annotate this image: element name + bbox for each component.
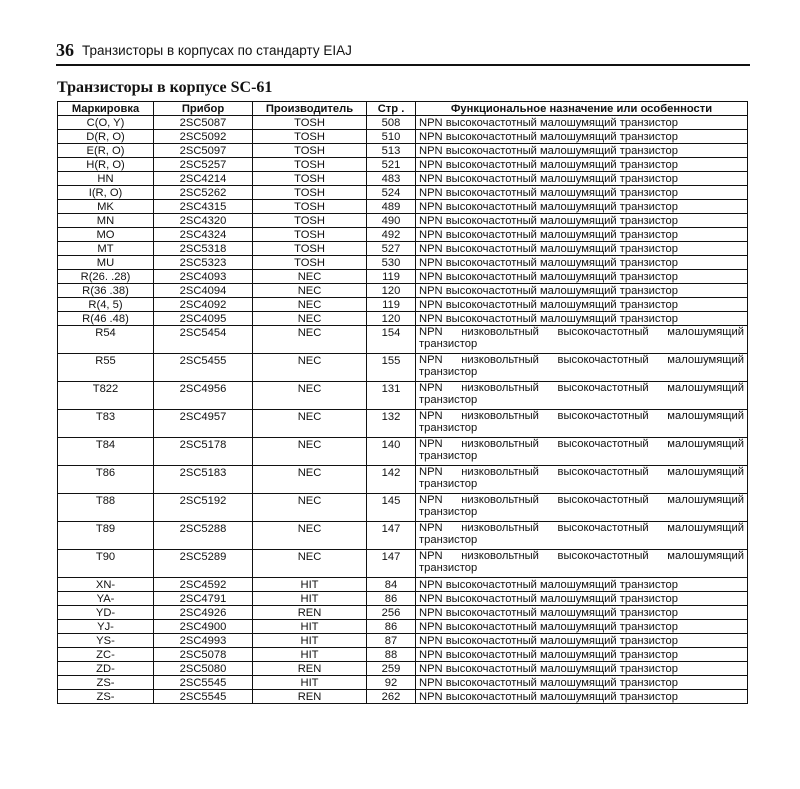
marking-cell: T90 — [58, 550, 154, 578]
table-row — [58, 466, 748, 494]
function-cell: NPN высокочастотный малошумящий транзистор — [416, 186, 748, 200]
marking-cell: C(O, Y) — [58, 116, 154, 130]
function-cell: NPN низковольтный высокочастотный малошумящий транзистор — [416, 438, 748, 466]
marking-cell: ZC- — [58, 648, 154, 662]
table-row — [58, 298, 748, 312]
manufacturer-cell: NEC — [253, 270, 367, 284]
device-cell: 2SC4900 — [154, 620, 253, 634]
marking-cell: MU — [58, 256, 154, 270]
manufacturer-cell: TOSH — [253, 172, 367, 186]
function-cell: NPN высокочастотный малошумящий транзистор — [416, 298, 748, 312]
function-cell: NPN высокочастотный малошумящий транзистор — [416, 228, 748, 242]
manufacturer-cell: REN — [253, 662, 367, 676]
page-cell: 131 — [367, 382, 416, 410]
table-row — [58, 130, 748, 144]
marking-cell: R55 — [58, 354, 154, 382]
marking-cell: XN- — [58, 578, 154, 592]
page-cell: 87 — [367, 634, 416, 648]
page-cell: 119 — [367, 298, 416, 312]
device-cell: 2SC5178 — [154, 438, 253, 466]
function-cell: NPN высокочастотный малошумящий транзистор — [416, 284, 748, 298]
page-cell: 492 — [367, 228, 416, 242]
manufacturer-cell: NEC — [253, 326, 367, 354]
manufacturer-cell: TOSH — [253, 158, 367, 172]
table-row — [58, 522, 748, 550]
function-cell: NPN высокочастотный малошумящий транзистор — [416, 242, 748, 256]
device-cell: 2SC5257 — [154, 158, 253, 172]
table-row — [58, 676, 748, 690]
device-cell: 2SC5323 — [154, 256, 253, 270]
device-cell: 2SC4324 — [154, 228, 253, 242]
marking-cell: MT — [58, 242, 154, 256]
page-cell: 508 — [367, 116, 416, 130]
page-cell: 530 — [367, 256, 416, 270]
marking-cell: HN — [58, 172, 154, 186]
marking-cell: R(36 .38) — [58, 284, 154, 298]
page-cell: 92 — [367, 676, 416, 690]
table-row — [58, 326, 748, 354]
function-cell: NPN высокочастотный малошумящий транзистор — [416, 578, 748, 592]
manufacturer-cell: TOSH — [253, 130, 367, 144]
page-cell: 145 — [367, 494, 416, 522]
device-cell: 2SC5097 — [154, 144, 253, 158]
device-cell: 2SC4592 — [154, 578, 253, 592]
device-cell: 2SC4791 — [154, 592, 253, 606]
function-cell: NPN низковольтный высокочастотный малошумящий транзистор — [416, 466, 748, 494]
table-row — [58, 662, 748, 676]
manufacturer-cell: NEC — [253, 438, 367, 466]
table-row — [58, 620, 748, 634]
table-row — [58, 172, 748, 186]
marking-cell: T89 — [58, 522, 154, 550]
function-cell: NPN высокочастотный малошумящий транзистор — [416, 214, 748, 228]
marking-cell: T83 — [58, 410, 154, 438]
page-cell: 527 — [367, 242, 416, 256]
device-cell: 2SC4956 — [154, 382, 253, 410]
page-cell: 84 — [367, 578, 416, 592]
marking-cell: MN — [58, 214, 154, 228]
marking-cell: MO — [58, 228, 154, 242]
page-cell: 259 — [367, 662, 416, 676]
page-cell: 86 — [367, 592, 416, 606]
marking-cell: MK — [58, 200, 154, 214]
manufacturer-cell: TOSH — [253, 256, 367, 270]
table-row — [58, 270, 748, 284]
marking-cell: E(R, O) — [58, 144, 154, 158]
device-cell: 2SC5192 — [154, 494, 253, 522]
function-cell: NPN высокочастотный малошумящий транзистор — [416, 606, 748, 620]
manufacturer-cell: NEC — [253, 312, 367, 326]
section-title: Транзисторы в корпусе SC-61 — [57, 79, 273, 96]
column-header-device: Прибор — [154, 102, 253, 116]
running-title: Транзисторы в корпусах по стандарту EIAJ — [82, 43, 352, 58]
table-row — [58, 214, 748, 228]
column-header-marking: Маркировка — [58, 102, 154, 116]
device-cell: 2SC4095 — [154, 312, 253, 326]
manufacturer-cell: HIT — [253, 634, 367, 648]
manufacturer-cell: NEC — [253, 550, 367, 578]
table-row — [58, 606, 748, 620]
column-header-manufacturer: Производитель — [253, 102, 367, 116]
function-cell: NPN низковольтный высокочастотный малошумящий транзистор — [416, 326, 748, 354]
manufacturer-cell: TOSH — [253, 186, 367, 200]
manufacturer-cell: NEC — [253, 410, 367, 438]
table-row — [58, 144, 748, 158]
marking-cell: T84 — [58, 438, 154, 466]
page-cell: 521 — [367, 158, 416, 172]
table-row — [58, 242, 748, 256]
manufacturer-cell: TOSH — [253, 214, 367, 228]
marking-cell: R(46 .48) — [58, 312, 154, 326]
table-row — [58, 634, 748, 648]
manufacturer-cell: REN — [253, 606, 367, 620]
function-cell: NPN низковольтный высокочастотный малошумящий транзистор — [416, 354, 748, 382]
device-cell: 2SC5545 — [154, 676, 253, 690]
marking-cell: T88 — [58, 494, 154, 522]
manufacturer-cell: NEC — [253, 522, 367, 550]
marking-cell: YA- — [58, 592, 154, 606]
device-cell: 2SC5262 — [154, 186, 253, 200]
table-row — [58, 592, 748, 606]
manufacturer-cell: TOSH — [253, 242, 367, 256]
table-row — [58, 200, 748, 214]
function-cell: NPN высокочастотный малошумящий транзистор — [416, 662, 748, 676]
manufacturer-cell: NEC — [253, 298, 367, 312]
manufacturer-cell: HIT — [253, 676, 367, 690]
page-cell: 120 — [367, 284, 416, 298]
table-row — [58, 438, 748, 466]
page-cell: 513 — [367, 144, 416, 158]
marking-cell: H(R, O) — [58, 158, 154, 172]
table-row — [58, 116, 748, 130]
function-cell: NPN высокочастотный малошумящий транзистор — [416, 158, 748, 172]
marking-cell: ZS- — [58, 690, 154, 704]
table-header-row — [58, 102, 748, 116]
table-row — [58, 256, 748, 270]
manufacturer-cell: HIT — [253, 620, 367, 634]
device-cell: 2SC5087 — [154, 116, 253, 130]
page-cell: 154 — [367, 326, 416, 354]
function-cell: NPN высокочастотный малошумящий транзистор — [416, 676, 748, 690]
marking-cell: ZD- — [58, 662, 154, 676]
table-row — [58, 578, 748, 592]
page-cell: 490 — [367, 214, 416, 228]
column-header-page: Стр . — [367, 102, 416, 116]
function-cell: NPN низковольтный высокочастотный малошумящий транзистор — [416, 522, 748, 550]
function-cell: NPN высокочастотный малошумящий транзистор — [416, 620, 748, 634]
function-cell: NPN высокочастотный малошумящий транзистор — [416, 270, 748, 284]
manufacturer-cell: TOSH — [253, 200, 367, 214]
page-cell: 86 — [367, 620, 416, 634]
function-cell: NPN низковольтный высокочастотный малошумящий транзистор — [416, 382, 748, 410]
marking-cell: R(26. .28) — [58, 270, 154, 284]
table-row — [58, 494, 748, 522]
device-cell: 2SC5289 — [154, 550, 253, 578]
function-cell: NPN высокочастотный малошумящий транзистор — [416, 592, 748, 606]
page-cell: 142 — [367, 466, 416, 494]
table-row — [58, 550, 748, 578]
manufacturer-cell: NEC — [253, 494, 367, 522]
device-cell: 2SC4926 — [154, 606, 253, 620]
page-cell: 147 — [367, 550, 416, 578]
device-cell: 2SC5455 — [154, 354, 253, 382]
page-cell: 510 — [367, 130, 416, 144]
table-row — [58, 228, 748, 242]
manufacturer-cell: TOSH — [253, 144, 367, 158]
table-row — [58, 354, 748, 382]
table-row — [58, 284, 748, 298]
device-cell: 2SC5454 — [154, 326, 253, 354]
manufacturer-cell: NEC — [253, 284, 367, 298]
device-cell: 2SC4315 — [154, 200, 253, 214]
function-cell: NPN высокочастотный малошумящий транзистор — [416, 200, 748, 214]
function-cell: NPN высокочастотный малошумящий транзистор — [416, 648, 748, 662]
manufacturer-cell: TOSH — [253, 228, 367, 242]
function-cell: NPN высокочастотный малошумящий транзистор — [416, 690, 748, 704]
table-row — [58, 690, 748, 704]
manufacturer-cell: NEC — [253, 382, 367, 410]
function-cell: NPN низковольтный высокочастотный малошумящий транзистор — [416, 494, 748, 522]
column-header-function: Функциональное назначение или особенности — [416, 102, 748, 116]
marking-cell: YJ- — [58, 620, 154, 634]
manufacturer-cell: HIT — [253, 578, 367, 592]
function-cell: NPN высокочастотный малошумящий транзистор — [416, 116, 748, 130]
function-cell: NPN низковольтный высокочастотный малошумящий транзистор — [416, 410, 748, 438]
page-cell: 155 — [367, 354, 416, 382]
function-cell: NPN низковольтный высокочастотный малошумящий транзистор — [416, 550, 748, 578]
marking-cell: R(4, 5) — [58, 298, 154, 312]
page-cell: 132 — [367, 410, 416, 438]
marking-cell: YD- — [58, 606, 154, 620]
device-cell: 2SC4214 — [154, 172, 253, 186]
marking-cell: ZS- — [58, 676, 154, 690]
device-cell: 2SC4092 — [154, 298, 253, 312]
page-cell: 147 — [367, 522, 416, 550]
marking-cell: R54 — [58, 326, 154, 354]
manufacturer-cell: HIT — [253, 592, 367, 606]
device-cell: 2SC5545 — [154, 690, 253, 704]
marking-cell: I(R, O) — [58, 186, 154, 200]
page-header — [56, 42, 746, 59]
page-cell: 262 — [367, 690, 416, 704]
page-cell: 120 — [367, 312, 416, 326]
table-body — [58, 116, 748, 704]
device-cell: 2SC4094 — [154, 284, 253, 298]
manufacturer-cell: HIT — [253, 648, 367, 662]
device-cell: 2SC5288 — [154, 522, 253, 550]
table-row — [58, 382, 748, 410]
device-cell: 2SC4957 — [154, 410, 253, 438]
transistor-table — [57, 101, 748, 704]
table-row — [58, 186, 748, 200]
table-row — [58, 158, 748, 172]
function-cell: NPN высокочастотный малошумящий транзистор — [416, 312, 748, 326]
marking-cell: YS- — [58, 634, 154, 648]
page-cell: 524 — [367, 186, 416, 200]
function-cell: NPN высокочастотный малошумящий транзистор — [416, 634, 748, 648]
table-container — [57, 101, 748, 704]
header-rule — [56, 64, 750, 66]
function-cell: NPN высокочастотный малошумящий транзистор — [416, 256, 748, 270]
marking-cell: D(R, O) — [58, 130, 154, 144]
manufacturer-cell: TOSH — [253, 116, 367, 130]
function-cell: NPN высокочастотный малошумящий транзистор — [416, 172, 748, 186]
device-cell: 2SC4320 — [154, 214, 253, 228]
device-cell: 2SC4993 — [154, 634, 253, 648]
table-row — [58, 648, 748, 662]
function-cell: NPN высокочастотный малошумящий транзистор — [416, 130, 748, 144]
page-cell: 88 — [367, 648, 416, 662]
device-cell: 2SC5183 — [154, 466, 253, 494]
device-cell: 2SC4093 — [154, 270, 253, 284]
marking-cell: T822 — [58, 382, 154, 410]
page-number: 36 — [56, 40, 74, 60]
page-cell: 119 — [367, 270, 416, 284]
function-cell: NPN высокочастотный малошумящий транзистор — [416, 144, 748, 158]
marking-cell: T86 — [58, 466, 154, 494]
device-cell: 2SC5080 — [154, 662, 253, 676]
device-cell: 2SC5078 — [154, 648, 253, 662]
manufacturer-cell: NEC — [253, 354, 367, 382]
page-cell: 140 — [367, 438, 416, 466]
manufacturer-cell: REN — [253, 690, 367, 704]
table-row — [58, 312, 748, 326]
page-cell: 489 — [367, 200, 416, 214]
device-cell: 2SC5092 — [154, 130, 253, 144]
device-cell: 2SC5318 — [154, 242, 253, 256]
table-row — [58, 410, 748, 438]
page-cell: 256 — [367, 606, 416, 620]
manufacturer-cell: NEC — [253, 466, 367, 494]
page-cell: 483 — [367, 172, 416, 186]
